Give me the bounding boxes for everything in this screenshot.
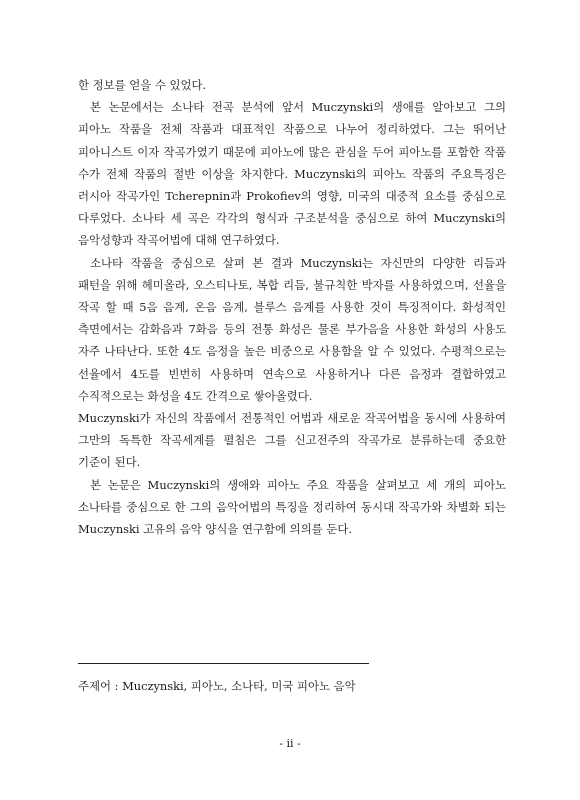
abstract-body	[78, 74, 506, 540]
paragraph-neoclassical: Muczynski가 자신의 작품에서 전통적인 어법과 새로운 작곡어법을 동시에 사용하여 그만의 독특한 작곡세계를 펼침은 그를 신고전주의 작곡가로 분류하는데 중요한 기준이 된다.	[78, 411, 506, 470]
keywords-line: 주제어 : Muczynski, 피아노, 소나타, 미국 피아노 음악	[78, 679, 356, 693]
paragraph-findings: 소나타 작품을 중심으로 살펴 본 결과 Muczynski는 자신만의 다양한 리듬과 패턴을 위해 헤미올라, 오스티나토, 복합 리듬, 불규칙한 박자를 사용하였으며, 선율을 작곡 할 때 5음 음계, 온음 음계, 블루스 음계를 사용한 것이 특징적이다. 화성적인 측면에서는 감화음과 7화음 등의 전통 화성은 물론 부가음을 사용한 화성의 사용도 자주 나타난다. 또한 4도 음정을 높은 비중으로 사용함을 알 수 있었다. 수평적으로는 선율에서 4도를 빈번히 사용하며 연속으로 사용하거나 다른 음정과 결합하였고 수직적으로는 화성을 4도 간격으로 쌓아올렸다.	[78, 255, 506, 403]
paragraph-continuation: 한 정보를 얻을 수 있었다.	[78, 78, 207, 92]
paragraph-significance: 본 논문은 Muczynski의 생애와 피아노 주요 작품을 살펴보고 세 개의 피아노 소나타를 중심으로 한 그의 음악어법의 특징을 정리하여 동시대 작곡가와 차별화 되는 Muczynski 고유의 음악 양식을 연구함에 의의를 둔다.	[78, 477, 506, 537]
footnote-divider	[78, 663, 369, 664]
page-number: - ii -	[279, 737, 301, 750]
paragraph-overview: 본 논문에서는 소나타 전곡 분석에 앞서 Muczynski의 생애를 알아보고 그의 피아노 작품을 전체 작품과 대표적인 작품으로 나누어 정리하였다. 그는 뛰어난 피아니스트 이자 작곡가였기 때문에 피아노에 많은 관심을 두어 피아노를 포함한 작품 수가 전체 작품의 절반 이상을 차지한다. Muczynski의 피아노 작품의 주요특징은 러시아 작곡가인 Tcherepnin과 Prokofiev의 영향, 미국의 대중적 요소를 중심으로 다루었다. 소나타 세 곡은 각각의 형식과 구조분석을 중심으로 하여 Muczynski의 음악성향과 작곡어법에 대해 연구하였다.	[78, 100, 506, 248]
